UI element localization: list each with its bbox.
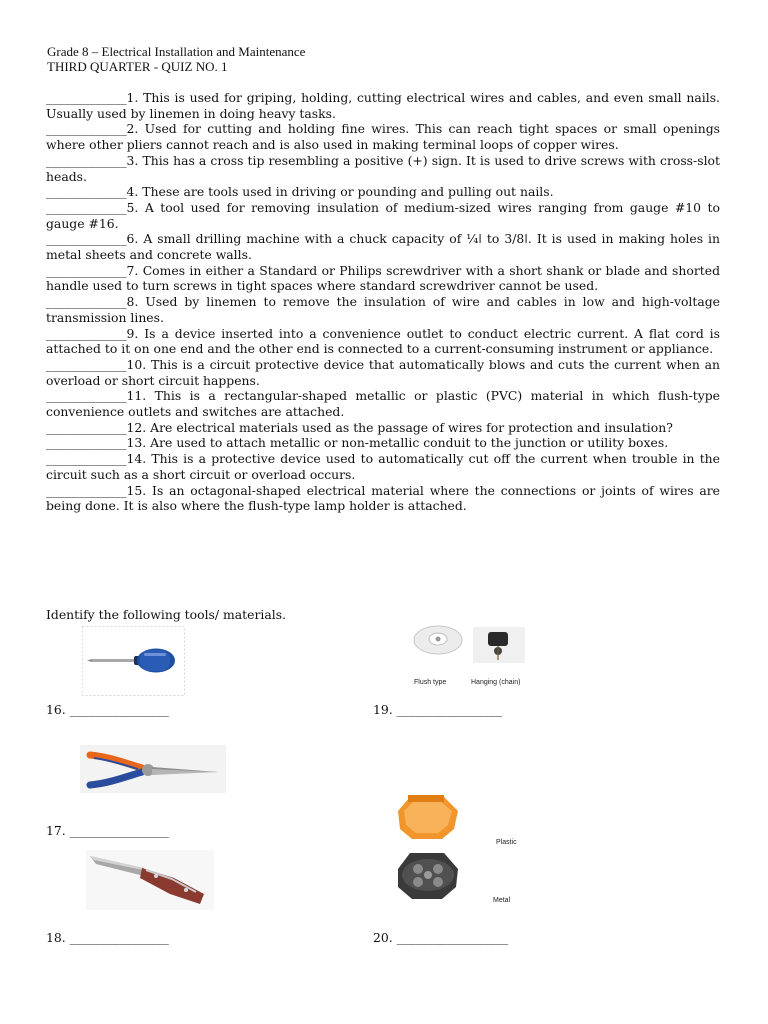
question-9: _____________9. Is a device inserted into a convenience outlet to conduct electric current. A flat cord is attached to it on one end and the other end is connected to a current-consuming instrument or appliance.: [46, 325, 720, 357]
question-13: _____________13. Are used to attach metallic or non-metallic conduit to the junction or utility boxes.: [46, 435, 669, 451]
question-12: _____________12. Are electrical materials used as the passage of wires for protection and insulation?: [46, 419, 673, 435]
question-15: _____________15. Is an octagonal-shaped electrical material where the connections or joints of wires are being done. It is also where the flush-type lamp holder is attached.: [46, 482, 720, 514]
subject-title: Grade 8 – Electrical Installation and Maintenance: [47, 44, 306, 59]
question-6: _____________6. A small drilling machine with a chuck capacity of ¼ǀ to 3/8ǀ. It is used in making holes in metal sheets and concrete walls.: [46, 231, 720, 263]
identify-instructions: Identify the following tools/ materials.: [46, 607, 287, 622]
junction-box-image: [388, 789, 536, 911]
item-18-label: 18. ________________: [46, 930, 169, 945]
question-10: _____________10. This is a circuit protective device that automatically blows and cuts the current when an overload or short circuit happens.: [46, 356, 720, 388]
question-11: _____________11. This is a rectangular-shaped metallic or plastic (PVC) material in which flush-type convenience outlets and switches are attached.: [46, 388, 720, 420]
plastic-caption: Plastic: [496, 839, 517, 846]
metal-caption: Metal: [493, 897, 511, 904]
quiz-title: THIRD QUARTER - QUIZ NO. 1: [47, 59, 228, 74]
question-14: _____________14. This is a protective device used to automatically cut off the current when trouble in the circuit such as a short circuit or overload occurs.: [46, 451, 720, 482]
item-17-label: 17. ________________: [46, 823, 169, 838]
item-19-label: 19. _________________: [373, 702, 502, 717]
item-20-label: 20. __________________: [373, 930, 509, 945]
question-5: _____________5. A tool used for removing insulation of medium-sized wires ranging from gauge #10 to gauge #16.: [46, 199, 720, 231]
question-4: _____________4. These are tools used in driving or pounding and pulling out nails.: [46, 184, 554, 200]
lamp-holder-image: [405, 618, 535, 690]
long-nose-pliers-image: [80, 745, 226, 793]
question-1: _____________1. This is used for griping, holding, cutting electrical wires and cables, and even small nails. Usually used by linemen in doing heavy tasks.: [46, 90, 720, 121]
item-16-label: 16. ________________: [46, 702, 169, 717]
hanging-chain-caption: Hanging (chain): [471, 679, 521, 686]
question-3: _____________3. This has a cross tip resembling a positive (+) sign. It is used to drive screws with cross-slot heads.: [46, 152, 720, 184]
linemans-knife-image: [86, 850, 214, 910]
question-2: _____________2. Used for cutting and holding fine wires. This can reach tight spaces or small openings where other pliers cannot reach and is also used in making terminal loops of copper wires.: [46, 121, 720, 153]
screwdriver-image: [82, 626, 185, 696]
flush-type-caption: Flush type: [414, 679, 447, 686]
question-8: _____________8. Used by linemen to remove the insulation of wire and cables in low and high-voltage transmission lines.: [46, 294, 720, 325]
question-7: _____________7. Comes in either a Standard or Philips screwdriver with a short shank or blade and shorted handle used to turn screws in tight spaces where standard screwdriver cannot be used.: [46, 262, 720, 294]
quiz-header: [47, 44, 305, 74]
question-list: [46, 90, 720, 514]
